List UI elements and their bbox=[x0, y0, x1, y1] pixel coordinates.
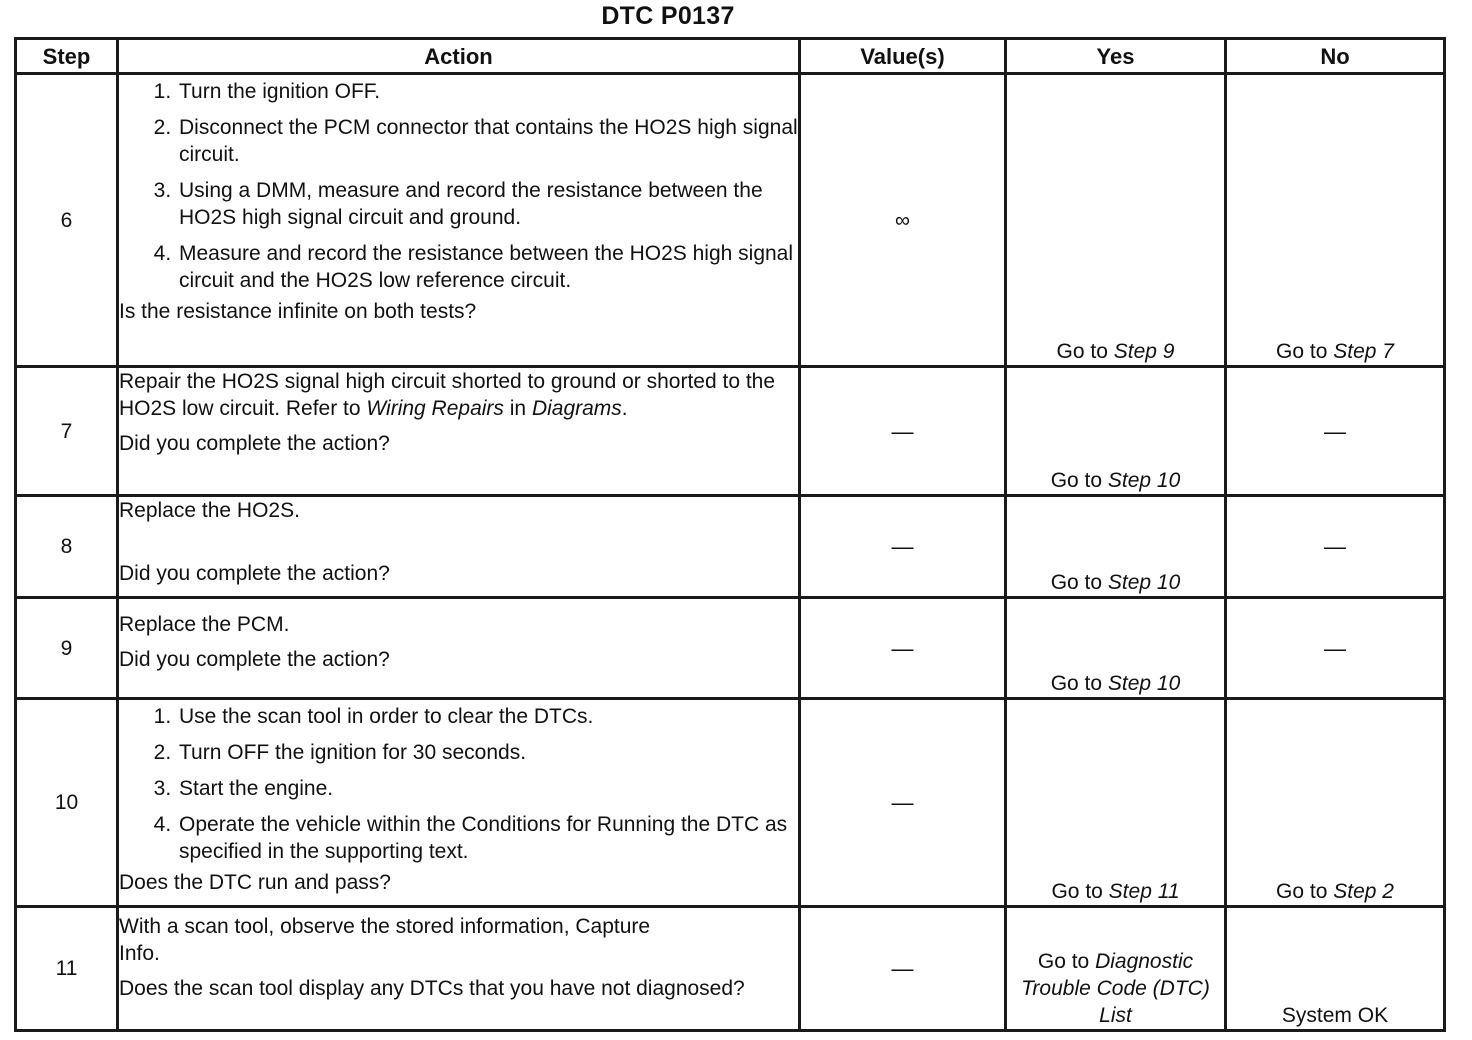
yes-cell bbox=[1006, 699, 1226, 907]
yes-prefix: Go to bbox=[1050, 672, 1108, 695]
table-row bbox=[16, 699, 1445, 907]
diagnostic-table bbox=[14, 37, 1446, 1032]
no-cell bbox=[1226, 74, 1445, 367]
value-cell: — bbox=[800, 907, 1006, 1031]
yes-step-link[interactable]: Step 11 bbox=[1108, 880, 1180, 903]
no-step-link[interactable]: Step 7 bbox=[1333, 340, 1394, 363]
action-text: With a scan tool, observe the stored information, Capture Info. bbox=[119, 915, 651, 965]
action-question: Did you complete the action? bbox=[119, 648, 390, 671]
document-title: DTC P0137 bbox=[601, 2, 735, 30]
no-cell: — bbox=[1226, 598, 1445, 699]
value-cell: ∞ bbox=[800, 74, 1006, 367]
yes-cell bbox=[1006, 496, 1226, 598]
header-yes: Yes bbox=[1006, 39, 1226, 74]
yes-prefix: Go to bbox=[1051, 880, 1109, 903]
header-row bbox=[16, 39, 1445, 74]
step-number: 8 bbox=[16, 496, 118, 598]
step-number: 6 bbox=[16, 74, 118, 367]
table-row bbox=[16, 496, 1445, 598]
action-steps bbox=[119, 703, 798, 865]
action-question: Does the scan tool display any DTCs that you have not diagnosed? bbox=[119, 977, 745, 1000]
header-step: Step bbox=[16, 39, 118, 74]
step-number: 11 bbox=[16, 907, 118, 1031]
action-question: Does the DTC run and pass? bbox=[119, 871, 391, 894]
action-step: 4. Operate the vehicle within the Conditions for Running the DTC as specified in the supporting text. bbox=[177, 811, 798, 865]
wiring-repairs-link[interactable]: Wiring Repairs bbox=[366, 397, 504, 420]
step-number: 10 bbox=[16, 699, 118, 907]
yes-prefix: Go to bbox=[1050, 469, 1108, 492]
table-row bbox=[16, 74, 1445, 367]
yes-cell bbox=[1006, 367, 1226, 496]
action-cell bbox=[118, 367, 800, 496]
yes-cell bbox=[1006, 74, 1226, 367]
action-text bbox=[119, 368, 798, 422]
action-text: Replace the HO2S. bbox=[119, 499, 300, 522]
header-no: No bbox=[1226, 39, 1445, 74]
yes-prefix: Go to bbox=[1050, 571, 1108, 594]
action-step: 1. Use the scan tool in order to clear the DTCs. bbox=[177, 703, 798, 730]
yes-step-link[interactable]: Step 10 bbox=[1107, 469, 1181, 492]
action-step: 4. Measure and record the resistance between the HO2S high signal circuit and the HO2S low reference circuit. bbox=[177, 240, 798, 294]
action-cell bbox=[118, 699, 800, 907]
yes-step-link[interactable]: Step 9 bbox=[1113, 340, 1175, 363]
no-cell: System OK bbox=[1226, 907, 1445, 1031]
action-cell bbox=[118, 598, 800, 699]
no-step-link[interactable]: Step 2 bbox=[1333, 880, 1394, 903]
no-prefix: Go to bbox=[1276, 880, 1334, 903]
spacer bbox=[119, 638, 798, 646]
action-step: 1. Turn the ignition OFF. bbox=[177, 78, 798, 105]
action-text: Replace the PCM. bbox=[119, 613, 290, 636]
table-row bbox=[16, 907, 1445, 1031]
yes-cell bbox=[1006, 907, 1226, 1031]
yes-prefix: Go to bbox=[1037, 950, 1096, 973]
action-step: 2. Turn OFF the ignition for 30 seconds. bbox=[177, 739, 798, 766]
yes-prefix: Go to bbox=[1056, 340, 1114, 363]
action-question: Is the resistance infinite on both tests? bbox=[119, 300, 477, 323]
header-values: Value(s) bbox=[800, 39, 1006, 74]
action-question: Did you complete the action? bbox=[119, 562, 390, 585]
spacer bbox=[119, 967, 798, 975]
action-cell bbox=[118, 496, 800, 598]
action-cell bbox=[118, 907, 800, 1031]
action-steps bbox=[119, 78, 798, 294]
step-number: 9 bbox=[16, 598, 118, 699]
table-row bbox=[16, 598, 1445, 699]
no-cell: — bbox=[1226, 367, 1445, 496]
yes-step-link[interactable]: Step 10 bbox=[1107, 571, 1181, 594]
action-step: 3. Using a DMM, measure and record the resistance between the HO2S high signal circuit and ground. bbox=[177, 177, 798, 231]
action-question: Did you complete the action? bbox=[119, 432, 390, 455]
header-action: Action bbox=[118, 39, 800, 74]
value-cell: — bbox=[800, 496, 1006, 598]
action-step: 2. Disconnect the PCM connector that contains the HO2S high signal circuit. bbox=[177, 114, 798, 168]
action-step: 3. Start the engine. bbox=[177, 775, 798, 802]
dtc-list-link[interactable]: Diagnostic Trouble Code (DTC) List bbox=[1021, 950, 1210, 1027]
value-cell: — bbox=[800, 367, 1006, 496]
spacer bbox=[119, 422, 798, 430]
yes-cell bbox=[1006, 598, 1226, 699]
action-text-part: Repair the HO2S signal high circuit shorted to ground or shorted to the HO2S low circuit. Refer to bbox=[119, 370, 776, 420]
action-cell bbox=[118, 74, 800, 367]
spacer bbox=[119, 524, 798, 560]
value-cell: — bbox=[800, 699, 1006, 907]
yes-step-link[interactable]: Step 10 bbox=[1107, 672, 1181, 695]
step-number: 7 bbox=[16, 367, 118, 496]
action-text-part: . bbox=[621, 397, 628, 420]
no-cell: — bbox=[1226, 496, 1445, 598]
table-row bbox=[16, 367, 1445, 496]
no-cell bbox=[1226, 699, 1445, 907]
diagrams-link[interactable]: Diagrams bbox=[531, 397, 622, 420]
value-cell: — bbox=[800, 598, 1006, 699]
action-text-part: in bbox=[503, 397, 532, 420]
no-prefix: Go to bbox=[1276, 340, 1334, 363]
